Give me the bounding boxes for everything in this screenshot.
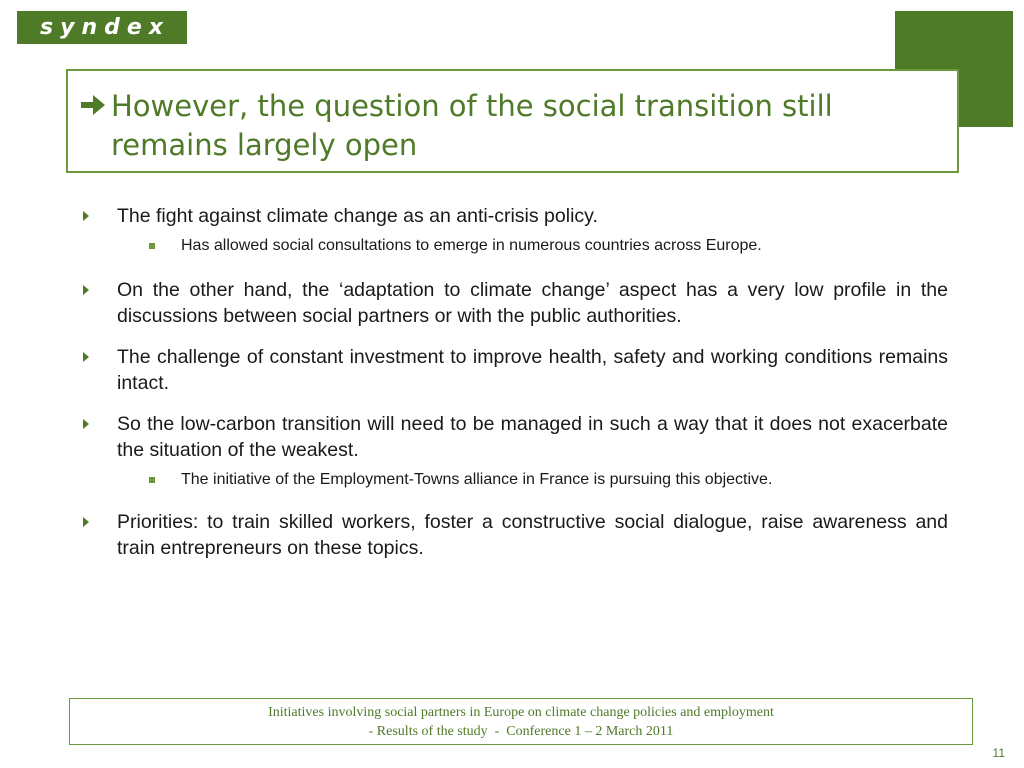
bullet-item xyxy=(78,344,948,396)
triangle-bullet-icon xyxy=(83,419,89,429)
footer-line-2: - Results of the study - Conference 1 – 2 March 2011 xyxy=(368,723,674,739)
sub-bullet-text: The initiative of the Employment-Towns alliance in France is pursuing this objective. xyxy=(181,471,773,488)
arrow-right-icon xyxy=(79,92,107,118)
bullet-item xyxy=(78,277,948,329)
bullet-text: The challenge of constant investment to improve health, safety and working conditions remains intact. xyxy=(117,346,948,394)
bullet-text: The fight against climate change as an anti-crisis policy. xyxy=(117,205,598,227)
bullet-list xyxy=(78,203,948,561)
slide-title: However, the question of the social transition still remains largely open xyxy=(111,89,833,162)
triangle-bullet-icon xyxy=(83,352,89,362)
bullet-item xyxy=(78,203,948,229)
bullet-text: So the low-carbon transition will need to be managed in such a way that it does not exacerbate the situation of the weakest. xyxy=(117,413,948,461)
triangle-bullet-icon xyxy=(83,517,89,527)
sub-bullet-item xyxy=(78,235,948,257)
bullet-text: Priorities: to train skilled workers, foster a constructive social dialogue, raise awareness and train entrepreneurs on these topics. xyxy=(117,511,948,559)
logo-text: syndex xyxy=(40,15,170,40)
title-box xyxy=(66,69,959,173)
sub-bullet-text: Has allowed social consultations to emerge in numerous countries across Europe. xyxy=(181,237,762,254)
bullet-item xyxy=(78,411,948,463)
footer-line-1: Initiatives involving social partners in Europe on climate change policies and employment xyxy=(268,704,774,720)
bullet-item xyxy=(78,509,948,561)
triangle-bullet-icon xyxy=(83,285,89,295)
square-bullet-icon xyxy=(149,477,155,483)
syndex-logo xyxy=(17,11,187,44)
square-bullet-icon xyxy=(149,243,155,249)
sub-bullet-item xyxy=(78,469,948,491)
triangle-bullet-icon xyxy=(83,211,89,221)
bullet-text: On the other hand, the ‘adaptation to climate change’ aspect has a very low profile in the discussions between social partners or with the public authorities. xyxy=(117,279,948,327)
page-number: 11 xyxy=(992,746,1005,760)
footer-box xyxy=(69,698,973,745)
